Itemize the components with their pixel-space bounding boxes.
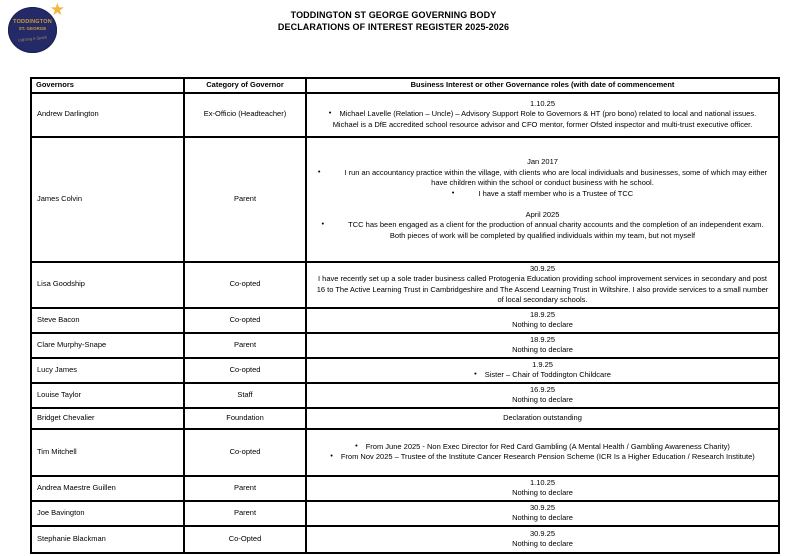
interest-line: I have recently set up a sole trader business called Protogenia Education providing school improvement services in secondary and post 16 to The Active Learning Trust in Cambridgeshire and The Ascend Learning Trust in Wiltshire. I also provide services to a small number of local secondary schools. [316,274,769,304]
interest-cell [306,137,779,262]
title-line-1: TODDINGTON ST GEORGE GOVERNING BODY [290,10,497,20]
table-row [31,358,779,383]
header-row [31,78,779,93]
interest-cell [306,526,779,553]
interest-line: • From June 2025 - Non Exec Director for Red Card Gambling (A Mental Health / Gambling Awareness Charity) [355,440,730,451]
category-cell: Parent [184,333,306,358]
register-table-container [30,77,780,554]
title-line-2: DECLARATIONS OF INTEREST REGISTER 2025-2026 [277,22,510,32]
table-row [31,333,779,358]
register-table [30,77,780,554]
date-line: 30.9.25 [529,502,556,512]
governor-name-cell: Bridget Chevalier [31,408,184,429]
table-row [31,429,779,476]
table-row [31,526,779,553]
interest-cell [306,501,779,526]
date-line: 30.9.25 [529,263,556,273]
table-row [31,93,779,137]
star-icon: ★ [49,0,65,19]
interest-line: • I have a staff member who is a Trustee of TCC [451,187,634,198]
interest-line: • Michael Lavelle (Relation – Uncle) – Advisory Support Role to Governors & HT (pro bono) related to local and national issues. Michael is a DfE accredited school resource advisor and CFO mentor, former Ofsted inspector and multi-trust executive officer. [328,108,757,129]
interest-cell [306,429,779,476]
interest-cell [306,333,779,358]
category-cell: Co-opted [184,358,306,383]
interest-line: Nothing to declare [512,488,573,497]
table-row [31,476,779,501]
date-line: 18.9.25 [529,334,556,344]
governor-name-cell: Steve Bacon [31,308,184,333]
interest-cell [306,262,779,308]
interest-cell [306,93,779,137]
interest-line: Nothing to declare [512,539,573,548]
blank-line [315,199,770,210]
bullet-icon: • [451,187,455,197]
interest-line: Nothing to declare [512,320,573,329]
governor-name-cell: Lisa Goodship [31,262,184,308]
governor-name-cell: Clare Murphy-Snape [31,333,184,358]
interest-line: Nothing to declare [512,345,573,354]
bullet-icon: • [317,166,321,176]
governor-name-cell: Andrew Darlington [31,93,184,137]
table-row [31,383,779,408]
date-line: 18.9.25 [529,309,556,319]
table-row [31,501,779,526]
bullet-icon: • [330,451,333,460]
interest-line: • From Nov 2025 – Trustee of the Institute Cancer Research Pension Scheme (ICR Is a Higher Education / Research Institute) [330,451,755,461]
interest-line: Declaration outstanding [503,412,582,422]
date-line: Jan 2017 [527,157,558,166]
governor-name-cell: Lucy James [31,358,184,383]
date-line: 30.9.25 [529,528,556,538]
interest-line: • I run an accountancy practice within the village, with clients who are local individuals and businesses, some of which may either have children within the school or conduct business with he school. [317,166,768,187]
bullet-icon: • [328,108,332,118]
interest-line: Nothing to declare [512,395,573,404]
interest-line: Nothing to declare [512,513,573,522]
bullet-icon: • [474,369,477,378]
bullet-icon: • [355,440,358,450]
category-cell: Co-opted [184,429,306,476]
interest-cell [306,308,779,333]
interest-line: • Sister – Chair of Toddington Childcare [474,369,611,379]
interest-cell [306,476,779,501]
table-row [31,308,779,333]
page-title [0,9,787,33]
interest-cell [306,408,779,429]
category-cell: Foundation [184,408,306,429]
category-cell: Ex-Officio (Headteacher) [184,93,306,137]
col-header-category: Category of Governor [184,78,306,93]
interest-cell [306,383,779,408]
date-line: 1.10.25 [529,477,556,487]
governor-name-cell: Andrea Maestre Guillen [31,476,184,501]
governor-name-cell: Tim Mitchell [31,429,184,476]
category-cell: Staff [184,383,306,408]
date-line: April 2025 [525,209,560,219]
governor-name-cell: Joe Bavington [31,501,184,526]
logo-tagline: Lighting A Spark [17,34,48,43]
logo-text-line2: ST. GEORGE [18,26,47,31]
date-line: 1.9.25 [532,359,553,369]
date-line: 1.10.25 [529,98,556,108]
governor-name-cell: Stephanie Blackman [31,526,184,553]
category-cell: Co-Opted [184,526,306,553]
interest-line: • TCC has been engaged as a client for the production of annual charity accounts and the completion of an independent exam. Both pieces of work will be completed by qualified individuals within my team, but not myself [321,219,764,240]
logo-text-line1: TODDINGTON [13,19,52,25]
col-header-interest: Business Interest or other Governance roles (with date of commencement [306,78,779,93]
interest-cell [306,358,779,383]
date-line: 16.9.25 [529,384,556,394]
table-row [31,262,779,308]
governor-name-cell: James Colvin [31,137,184,262]
category-cell: Co-opted [184,262,306,308]
category-cell: Co-opted [184,308,306,333]
table-row [31,408,779,429]
category-cell: Parent [184,501,306,526]
col-header-governors: Governors [31,78,184,93]
category-cell: Parent [184,137,306,262]
governor-name-cell: Louise Taylor [31,383,184,408]
table-row [31,137,779,262]
category-cell: Parent [184,476,306,501]
bullet-icon: • [321,219,325,228]
